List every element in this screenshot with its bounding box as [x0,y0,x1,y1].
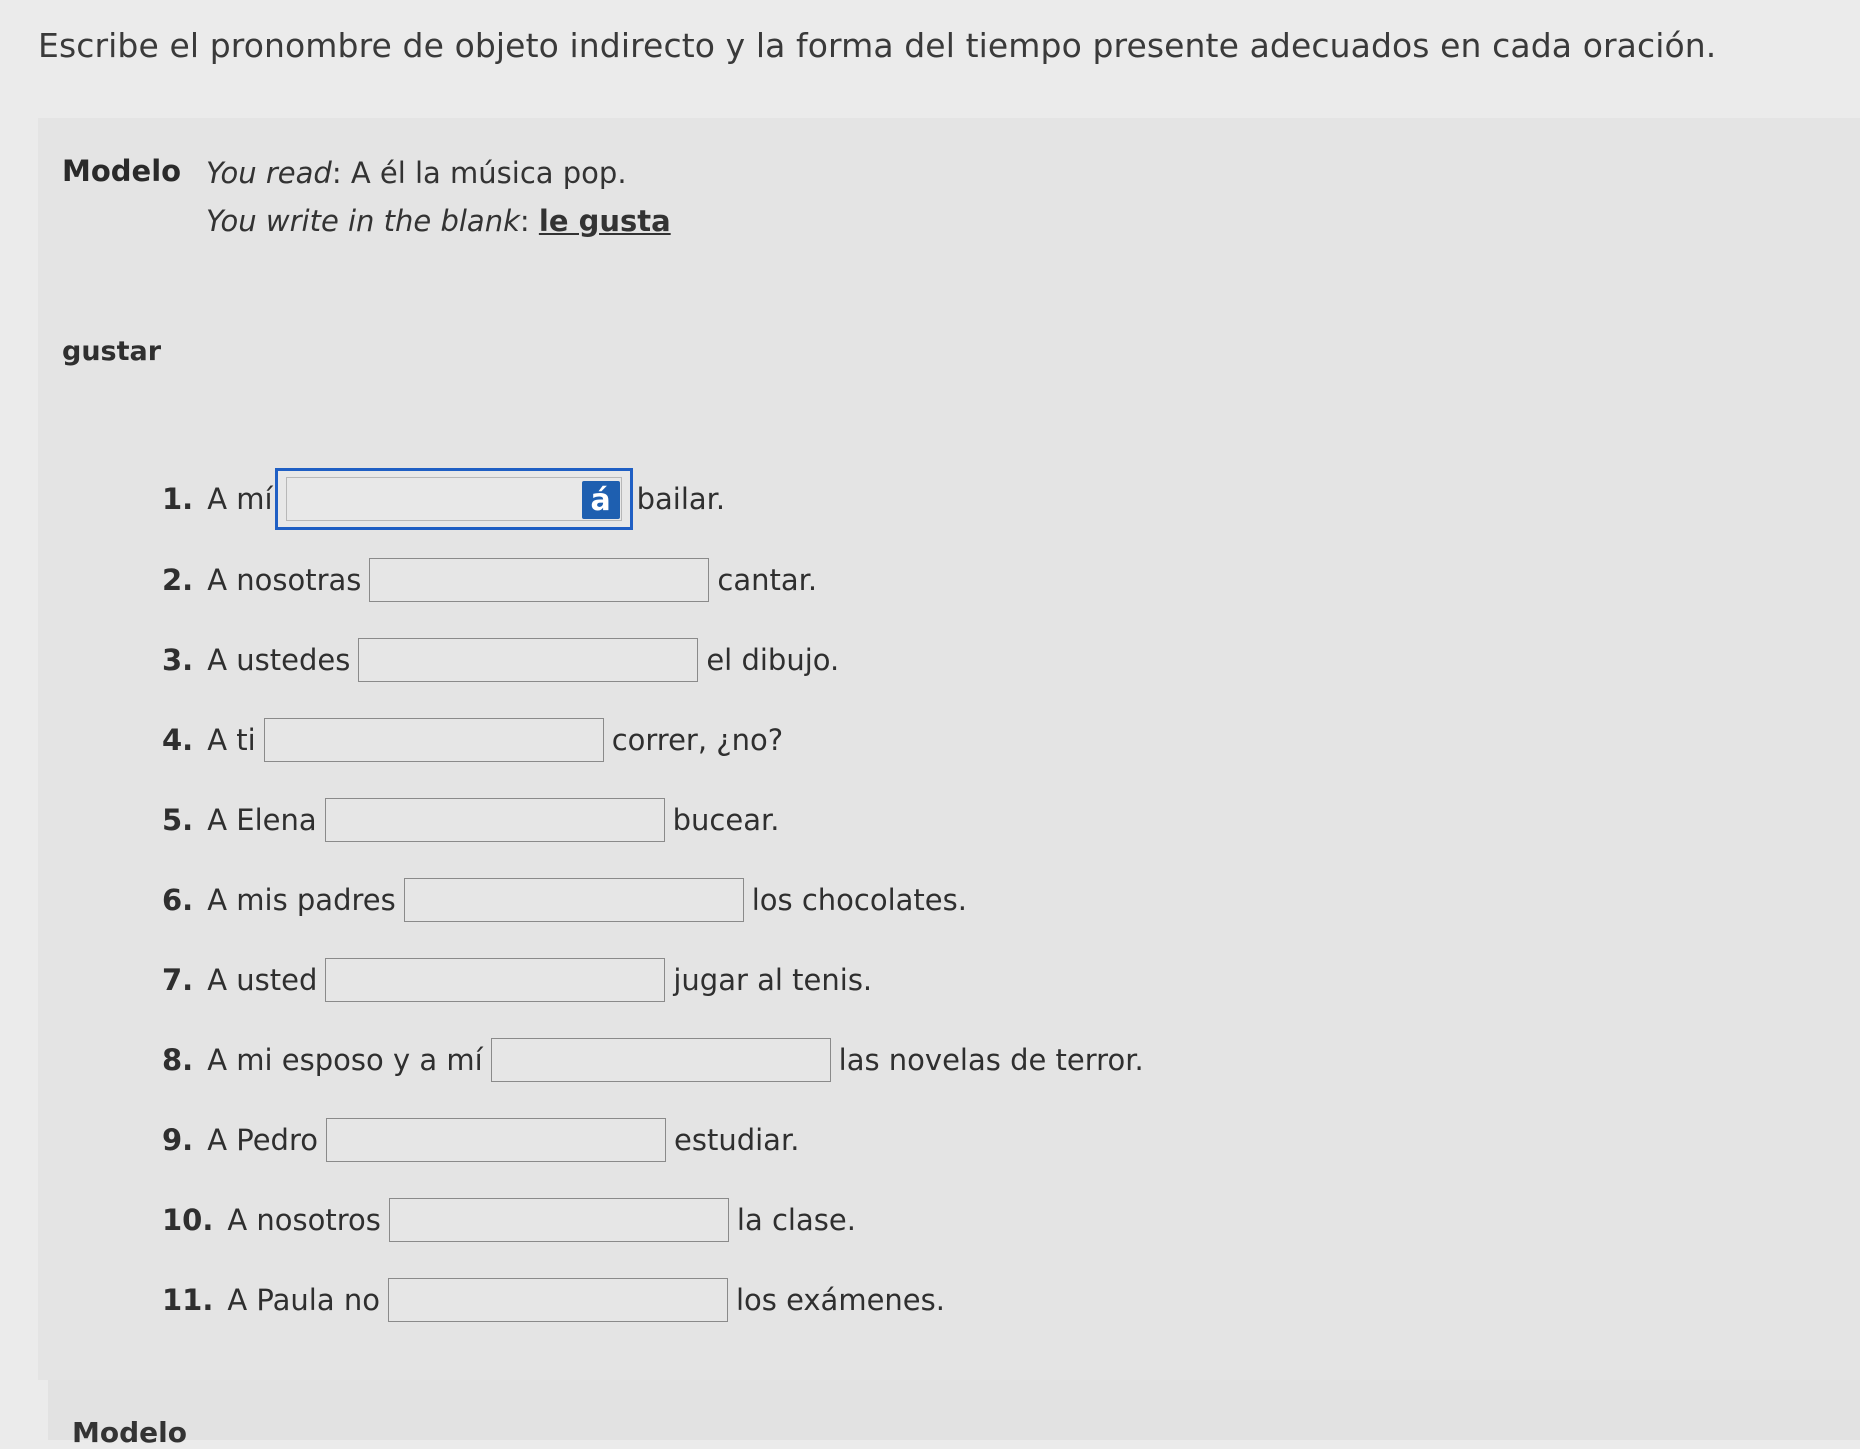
exercise-item-6 [162,878,967,922]
item-number: 11. [162,1283,214,1317]
item-number: 4. [162,723,194,757]
item-prefix: A mis padres [207,883,396,917]
item-prefix: A ustedes [207,643,351,677]
exercise-item-9 [162,1118,799,1162]
modelo-answer: le gusta [538,204,671,238]
item-suffix: estudiar. [674,1123,800,1157]
answer-input-4[interactable] [264,718,604,762]
item-suffix: bucear. [672,803,780,837]
modelo-write-sep: : [519,204,539,238]
item-prefix: A Elena [207,803,317,837]
item-number: 6. [162,883,194,917]
exercise-item-3 [162,638,839,682]
modelo-write-line [206,204,671,238]
accent-a-button[interactable]: á [582,481,620,519]
item-prefix: A mí [207,482,273,516]
answer-input-2[interactable] [369,558,709,602]
answer-input-10[interactable] [389,1198,729,1242]
modelo-read-text: : A él la música pop. [331,156,627,190]
item-prefix: A nosotros [227,1203,381,1237]
item-prefix: A ti [207,723,256,757]
modelo-read-line [206,156,627,190]
answer-input-9[interactable] [326,1118,666,1162]
item-number: 3. [162,643,194,677]
exercise-item-8 [162,1038,1144,1082]
verb-label: gustar [62,336,162,367]
next-modelo-label: Modelo [72,1416,187,1449]
next-exercise-panel [48,1380,1860,1440]
exercise-item-5 [162,798,779,842]
item-suffix: bailar. [636,482,726,516]
text-caret-area[interactable] [286,477,622,521]
item-prefix: A Pedro [207,1123,318,1157]
item-suffix: cantar. [717,563,818,597]
item-prefix: A mi esposo y a mí [207,1043,483,1077]
exercise-item-4 [162,718,783,762]
modelo-write-prefix: You write in the blank [206,204,520,238]
item-prefix: A usted [207,963,318,997]
item-suffix: jugar al tenis. [673,963,873,997]
modelo-read-prefix: You read [206,156,332,190]
modelo-label: Modelo [62,154,182,188]
answer-input-1[interactable] [275,468,633,530]
item-number: 8. [162,1043,194,1077]
item-number: 1. [162,482,194,516]
item-number: 5. [162,803,194,837]
item-suffix: los exámenes. [735,1283,945,1317]
exercise-item-2 [162,558,817,602]
answer-input-5[interactable] [325,798,665,842]
item-suffix: los chocolates. [751,883,967,917]
item-number: 7. [162,963,194,997]
item-suffix: correr, ¿no? [611,723,784,757]
item-number: 10. [162,1203,214,1237]
exercise-item-11 [162,1278,945,1322]
answer-input-3[interactable] [358,638,698,682]
item-prefix: A Paula no [227,1283,380,1317]
answer-input-6[interactable] [404,878,744,922]
answer-input-8[interactable] [491,1038,831,1082]
item-number: 2. [162,563,194,597]
item-suffix: las novelas de terror. [838,1043,1144,1077]
answer-input-11[interactable] [388,1278,728,1322]
exercise-item-7 [162,958,872,1002]
answer-input-7[interactable] [325,958,665,1002]
exercise-item-1 [162,468,725,530]
instructions-text: Escribe el pronombre de objeto indirecto y la forma del tiempo presente adecuados en cada oración. [38,26,1717,65]
item-prefix: A nosotras [207,563,362,597]
item-suffix: la clase. [736,1203,856,1237]
item-number: 9. [162,1123,194,1157]
exercise-item-10 [162,1198,856,1242]
item-suffix: el dibujo. [706,643,840,677]
